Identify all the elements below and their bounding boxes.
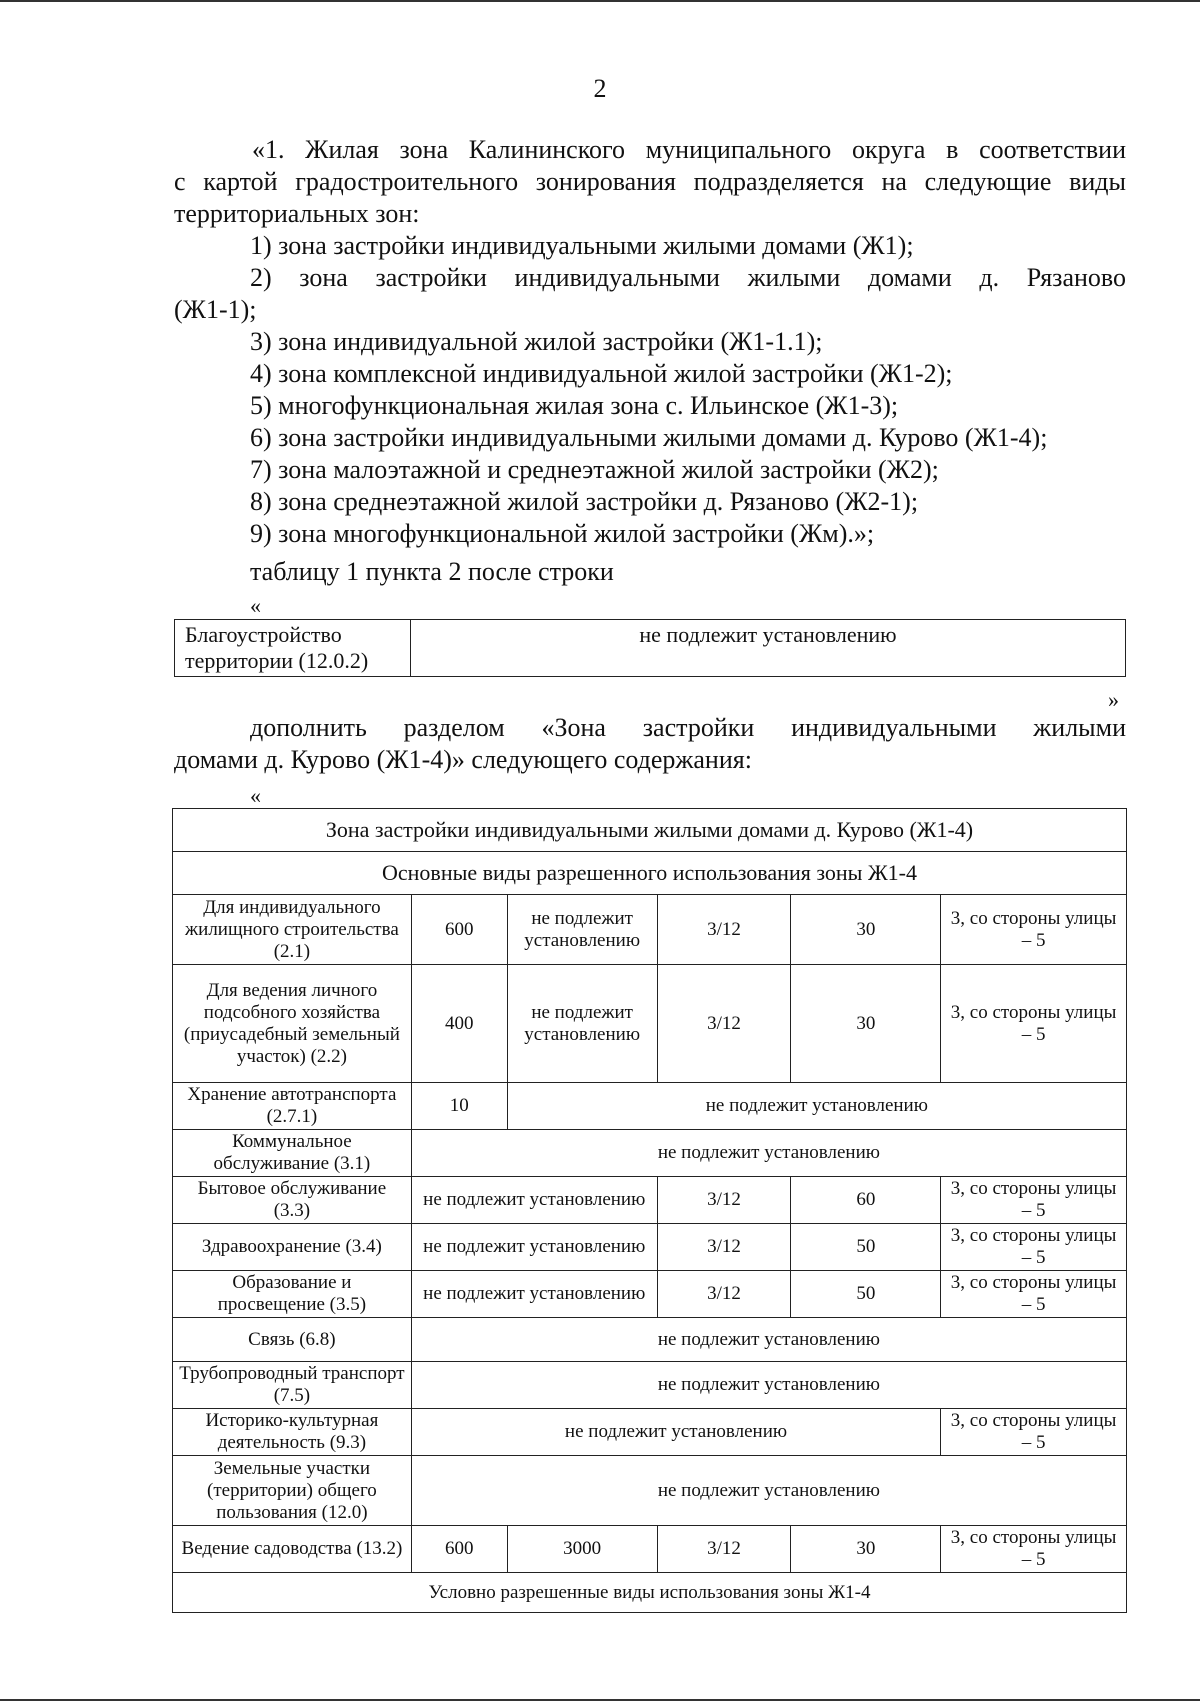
not-established: не подлежит установлению [507, 1083, 1126, 1130]
use-name: Для ведения личного подсобного хозяйства (приусадебный земельный участок) (2.2) [173, 965, 412, 1083]
list-item-7: 7) зона малоэтажной и среднеэтажной жилой застройки (Ж2); [250, 455, 939, 484]
not-established: не подлежит установлению [411, 1362, 1126, 1409]
list-item-6: 6) зона застройки индивидуальными жилыми домами д. Курово (Ж1-4); [250, 423, 1048, 452]
list-item-4: 4) зона комплексной индивидуальной жилой застройки (Ж1-2); [250, 359, 953, 388]
section-conditional-header: Условно разрешенные виды использования зоны Ж1-4 [173, 1573, 1127, 1613]
floors: 3/12 [657, 1224, 791, 1271]
setback: 3, со стороны улицы – 5 [941, 1526, 1127, 1573]
supplement-line-2: домами д. Курово (Ж1-4)» следующего содержания: [174, 745, 752, 774]
not-established: не подлежит установлению [411, 1409, 940, 1456]
table-row [173, 1456, 1127, 1526]
scan-edge-bottom [0, 1699, 1200, 1701]
zone-title: Зона застройки индивидуальными жилыми домами д. Курово (Ж1-4) [173, 809, 1127, 852]
intro-line-2: с картой градостроительного зонирования подразделяется на следующие виды [174, 167, 1126, 196]
table-row [175, 620, 1126, 677]
not-established: не подлежит установлению [411, 1130, 1126, 1177]
use-name: Хранение автотранспорта (2.7.1) [173, 1083, 412, 1130]
table-row [173, 1224, 1127, 1271]
list-item-5: 5) многофункциональная жилая зона с. Ильинское (Ж1-3); [250, 391, 899, 420]
setback: 3, со стороны улицы – 5 [941, 1224, 1127, 1271]
list-item-8: 8) зона среднеэтажной жилой застройки д. Рязаново (Ж2-1); [250, 487, 919, 516]
coverage: 30 [791, 1526, 941, 1573]
use-name: Образование и просвещение (3.5) [173, 1271, 412, 1318]
min-area: 600 [411, 895, 507, 965]
table-row [173, 1177, 1127, 1224]
use-name: Бытовое обслуживание (3.3) [173, 1177, 412, 1224]
max-area: не подлежит установлению [507, 965, 657, 1083]
table-intro: таблицу 1 пункта 2 после строки [250, 557, 614, 586]
intro-line-1: «1. Жилая зона Калининского муниципального округа в соответствии [252, 135, 1126, 164]
floors: 3/12 [657, 895, 791, 965]
list-item-1: 1) зона застройки индивидуальными жилыми домами (Ж1); [250, 231, 914, 260]
use-name: Коммунальное обслуживание (3.1) [173, 1130, 412, 1177]
setback: 3, со стороны улицы – 5 [941, 1177, 1127, 1224]
section-main-header: Основные виды разрешенного использования зоны Ж1-4 [173, 852, 1127, 895]
min-area: 10 [411, 1083, 507, 1130]
area-not-established: не подлежит установлению [411, 1177, 657, 1224]
list-item-2-cont: (Ж1-1); [174, 295, 257, 324]
max-area: не подлежит установлению [507, 895, 657, 965]
use-name: Ведение садоводства (13.2) [173, 1526, 412, 1573]
min-area: 400 [411, 965, 507, 1083]
list-item-9: 9) зона многофункциональной жилой застройки (Жм).»; [250, 519, 875, 548]
excerpt-name: Благоустройство территории (12.0.2) [175, 620, 411, 677]
setback: 3, со стороны улицы – 5 [941, 1409, 1127, 1456]
supplement-line-1: дополнить разделом «Зона застройки индивидуальными жилыми [250, 713, 1126, 742]
max-area: 3000 [507, 1526, 657, 1573]
table-row [173, 1409, 1127, 1456]
use-name: Здравоохранение (3.4) [173, 1224, 412, 1271]
not-established: не подлежит установлению [411, 1318, 1126, 1362]
table-row [173, 809, 1127, 852]
table-row [173, 1362, 1127, 1409]
list-item-3: 3) зона индивидуальной жилой застройки (Ж1-1.1); [250, 327, 823, 356]
floors: 3/12 [657, 1526, 791, 1573]
setback: 3, со стороны улицы – 5 [941, 895, 1127, 965]
table-row [173, 895, 1127, 965]
table-row [173, 965, 1127, 1083]
area-not-established: не подлежит установлению [411, 1224, 657, 1271]
coverage: 50 [791, 1224, 941, 1271]
table-row [173, 852, 1127, 895]
table-row [173, 1130, 1127, 1177]
min-area: 600 [411, 1526, 507, 1573]
list-item-2: 2) зона застройки индивидуальными жилыми домами д. Рязаново [250, 263, 1126, 292]
setback: 3, со стороны улицы – 5 [941, 965, 1127, 1083]
floors: 3/12 [657, 1271, 791, 1318]
page-number: 2 [593, 74, 607, 103]
coverage: 30 [791, 895, 941, 965]
coverage: 60 [791, 1177, 941, 1224]
scan-edge-top [0, 0, 1200, 2]
floors: 3/12 [657, 965, 791, 1083]
open-quote-2: « [250, 783, 261, 808]
intro-line-3: территориальных зон: [174, 199, 420, 228]
floors: 3/12 [657, 1177, 791, 1224]
table-row [173, 1573, 1127, 1613]
use-name: Трубопроводный транспорт (7.5) [173, 1362, 412, 1409]
excerpt-value: не подлежит установлению [411, 620, 1126, 677]
zone-table [172, 808, 1127, 1613]
setback: 3, со стороны улицы – 5 [941, 1271, 1127, 1318]
not-established: не подлежит установлению [411, 1456, 1126, 1526]
use-name: Связь (6.8) [173, 1318, 412, 1362]
coverage: 50 [791, 1271, 941, 1318]
open-quote-1: « [250, 593, 261, 618]
table-row [173, 1271, 1127, 1318]
use-name: Для индивидуального жилищного строительства (2.1) [173, 895, 412, 965]
table-row [173, 1526, 1127, 1573]
use-name: Историко-культурная деятельность (9.3) [173, 1409, 412, 1456]
table-row [173, 1318, 1127, 1362]
coverage: 30 [791, 965, 941, 1083]
area-not-established: не подлежит установлению [411, 1271, 657, 1318]
table-row [173, 1083, 1127, 1130]
use-name: Земельные участки (территории) общего пользования (12.0) [173, 1456, 412, 1526]
close-quote-1: » [1108, 687, 1119, 712]
excerpt-table [174, 619, 1126, 677]
